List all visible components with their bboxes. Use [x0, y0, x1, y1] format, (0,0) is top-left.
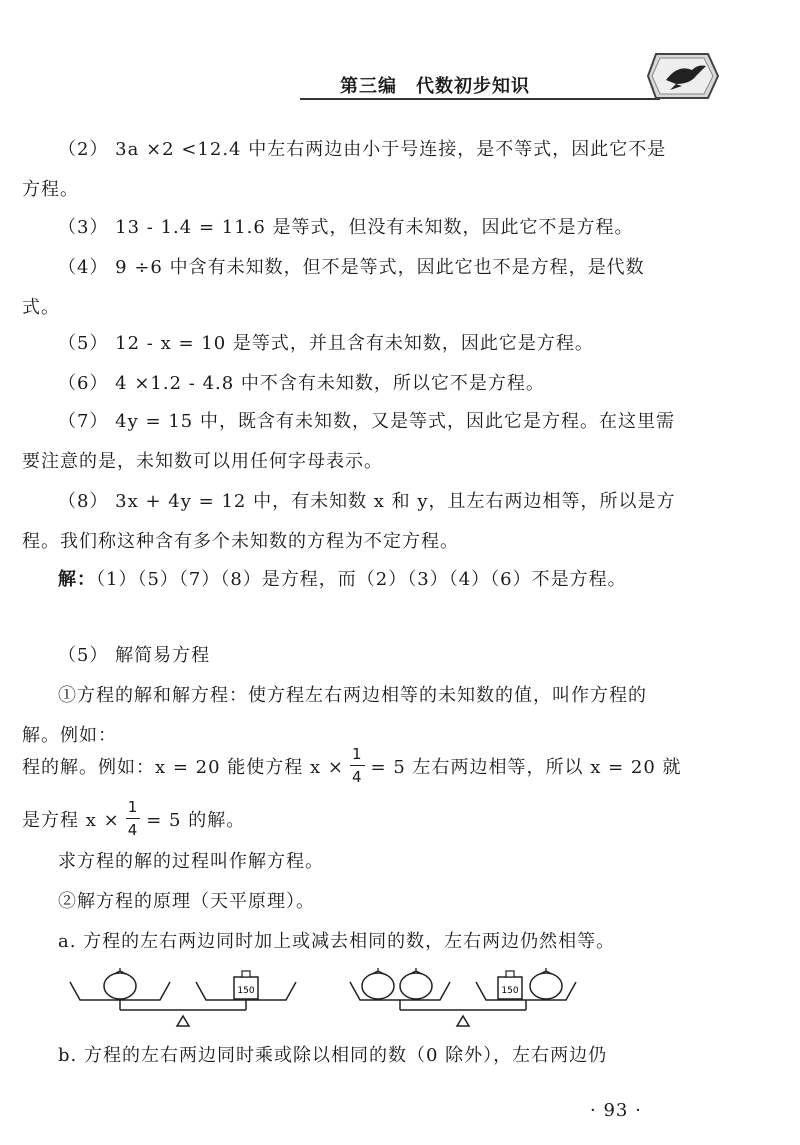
tomato-icon [400, 968, 432, 999]
example-text-a: x = 20 能使方程 x × [155, 756, 344, 778]
solution-text: （1）（5）（7）（8）是方程，而（2）（3）（4）（6）不是方程。 [96, 569, 627, 590]
solve-definition: 求方程的解的过程叫作解方程。 [58, 851, 324, 872]
principle-heading: ②解方程的原理（天平原理）。 [58, 891, 315, 912]
item-2: （2） 3a ×2 <12.4 中左右两边由小于号连接，是不等式，因此它不是方程。 [22, 139, 667, 200]
page-number: · 93 · [590, 1100, 642, 1121]
item-8: （8） 3x + 4y = 12 中，有未知数 x 和 y，且左右两边相等，所以是方程。我们称这种含有多个未知数的方程为不定方程。 [22, 491, 676, 552]
tomato-icon [530, 968, 562, 999]
header-rule [300, 98, 660, 100]
solution-label: 解： [58, 569, 96, 590]
example-line [22, 745, 682, 786]
example-text-b: = 5 左右两边相等，所以 x = 20 就 [370, 756, 682, 778]
weight-icon [498, 971, 522, 999]
fraction-denominator-2: 4 [127, 821, 139, 839]
example-line-2 [22, 798, 245, 839]
definition-line-1 [22, 676, 682, 746]
item-7: （7） 4y = 15 中，既含有未知数，又是等式，因此它是方程。在这里需要注意的是，未知数可以用任何字母表示。 [22, 411, 675, 472]
example-text-c: 是方程 x × [22, 809, 120, 831]
balance-scale-1 [70, 968, 296, 1026]
weight-label-2: 150 [501, 986, 519, 996]
item-4: （4） 9 ÷6 中含有未知数，但不是等式，因此它也不是方程，是代数式。 [22, 257, 645, 318]
fraction-one-quarter [350, 745, 365, 786]
definition-text: ①方程的解和解方程：使方程左右两边相等的未知数的值，叫作方程的解。例如： [22, 685, 647, 746]
fraction-numerator: 1 [350, 745, 365, 766]
rule-b: b. 方程的左右两边同时乘或除以相同的数（0 除外），左右两边仍 [58, 1045, 608, 1066]
fraction-denominator: 4 [351, 768, 363, 786]
item-5: （5） 12 - x = 10 是等式，并且含有未知数，因此它是方程。 [58, 333, 594, 354]
chapter-title: 第三编 代数初步知识 [340, 76, 530, 97]
page-header [300, 62, 720, 102]
weight-icon [234, 971, 258, 999]
definition-tail: 程的解。例如： [22, 756, 155, 778]
solution-paragraph [22, 560, 682, 600]
balance-scale-2 [350, 968, 576, 1026]
example-text-d: = 5 的解。 [146, 809, 246, 831]
tomato-icon [362, 968, 394, 999]
tomato-icon [104, 968, 136, 999]
section-heading: （5） 解简易方程 [58, 645, 211, 666]
fraction-numerator-2: 1 [126, 798, 141, 819]
fraction-one-quarter-2 [126, 798, 141, 839]
balance-scales-figure [62, 960, 592, 1030]
item-3: （3） 13 - 1.4 = 11.6 是等式，但没有未知数，因此它不是方程。 [58, 217, 634, 238]
item-6: （6） 4 ×1.2 - 4.8 中不含有未知数，所以它不是方程。 [58, 373, 545, 394]
rule-a: a. 方程的左右两边同时加上或减去相同的数，左右两边仍然相等。 [58, 931, 616, 952]
eagle-logo-icon [646, 50, 720, 102]
weight-label-1: 150 [237, 986, 255, 996]
